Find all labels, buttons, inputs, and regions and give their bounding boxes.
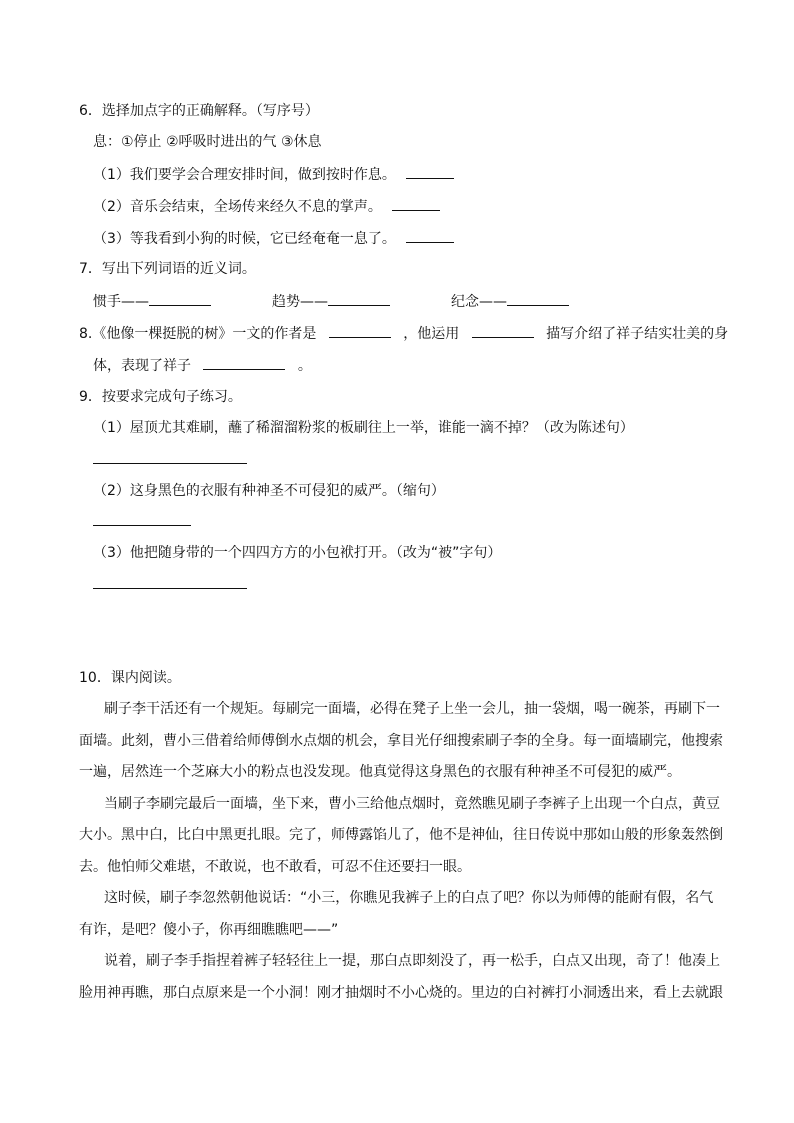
answer-line[interactable] xyxy=(93,588,247,589)
answer-blank[interactable] xyxy=(203,355,285,370)
answer-blank[interactable] xyxy=(328,291,390,306)
q9-item-3: （3）他把随身带的一个四四方方的小包袱打开。（改为“被”字句） xyxy=(93,545,502,561)
q9-item-1: （1）屋顶尤其难刷，蘸了稀溜溜粉浆的板刷往上一举，谁能一滴不掉？（改为陈述句） xyxy=(93,420,634,436)
answer-blank[interactable] xyxy=(329,323,391,338)
passage-line: 去。他怕师父难堪，不敢说，也不敢看，可忍不住还要扫一眼。 xyxy=(79,859,471,875)
passage-line: 脸用神再瞧，那白点原来是一个小洞！刚才抽烟时不小心烧的。里边的白衬裤打小洞透出来，看上去就跟 xyxy=(79,985,723,1001)
q6-item-3: （3）等我看到小狗的时候，它已经奄奄一息了。 xyxy=(93,228,454,249)
passage-line: 大小。黑中白，比白中黑更扎眼。完了，师傅露馅儿了，他不是神仙，往日传说中那如山般的形象轰然倒 xyxy=(79,827,723,843)
q7-word-3: 纪念—— xyxy=(451,291,569,312)
q8-line-2: 体，表现了祥子 。 xyxy=(93,355,312,376)
q6-title: 6．选择加点字的正确解释。（写序号） xyxy=(79,103,319,119)
passage-line: 一遍，居然连一个芝麻大小的粉点也没发现。他真觉得这身黑色的衣服有种神圣不可侵犯的威严。 xyxy=(79,764,681,780)
q10-title: 10．课内阅读。 xyxy=(79,670,181,686)
q9-item-2: （2）这身黑色的衣服有种神圣不可侵犯的威严。（缩句） xyxy=(93,483,445,499)
answer-blank[interactable] xyxy=(472,323,534,338)
q8-line-1: 8.《他像一棵挺脱的树》一文的作者是 ，他运用 描写介绍了祥子结实壮美的身 xyxy=(79,323,728,344)
passage-line: 说着，刷子李手指捏着裤子轻轻往上一提，那白点即刻没了，再一松手，白点又出现，奇了！他凑上 xyxy=(104,953,720,969)
passage-line: 当刷子李刷完最后一面墙，坐下来，曹小三给他点烟时，竟然瞧见刷子李裤子上出现一个白点，黄豆 xyxy=(104,796,720,812)
answer-blank[interactable] xyxy=(392,196,440,211)
q6-item-2: （2）音乐会结束，全场传来经久不息的掌声。 xyxy=(93,196,440,217)
answer-blank[interactable] xyxy=(406,228,454,243)
answer-line[interactable] xyxy=(93,525,191,526)
q7-title: 7．写出下列词语的近义词。 xyxy=(79,261,256,277)
passage-line: 刷子李干活还有一个规矩。每刷完一面墙，必得在凳子上坐一会儿，抽一袋烟，喝一碗茶，再刷下一 xyxy=(104,701,720,717)
answer-blank[interactable] xyxy=(406,164,454,179)
q7-word-1: 惯手—— xyxy=(93,291,211,312)
passage-line: 这时候，刷子李忽然朝他说话：“小三，你瞧见我裤子上的白点了吧？你以为师傅的能耐有假，名气 xyxy=(104,890,714,906)
q7-word-2: 趋势—— xyxy=(272,291,390,312)
passage-line: 面墙。此刻，曹小三借着给师傅倒水点烟的机会，拿目光仔细搜索刷子李的全身。每一面墙刷完，他搜索 xyxy=(79,733,723,749)
passage-line: 有诈，是吧？傻小子，你再细瞧瞧吧——” xyxy=(79,922,339,938)
q6-options: 息：①停止 ②呼吸时进出的气 ③休息 xyxy=(93,134,322,150)
q6-item-1: （1）我们要学会合理安排时间，做到按时作息。 xyxy=(93,164,454,185)
answer-blank[interactable] xyxy=(149,291,211,306)
answer-line[interactable] xyxy=(93,463,247,464)
q9-title: 9．按要求完成句子练习。 xyxy=(79,389,242,405)
answer-blank[interactable] xyxy=(507,291,569,306)
